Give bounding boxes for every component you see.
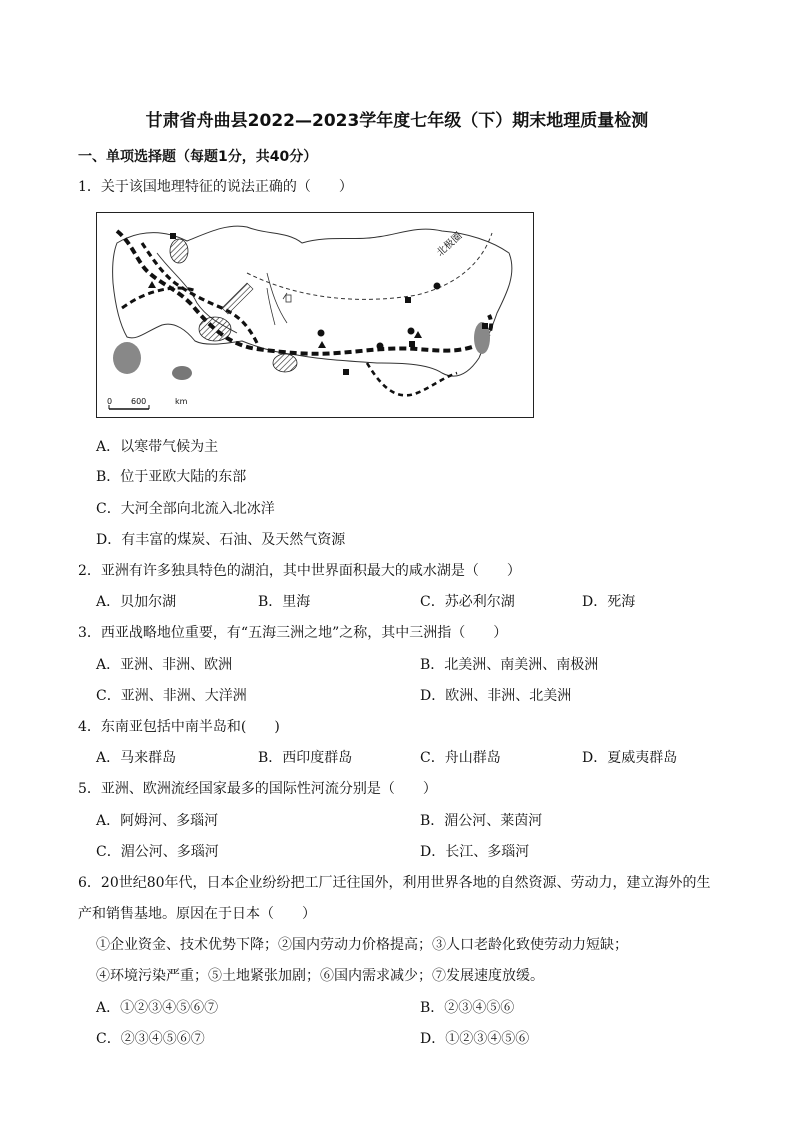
q3-option-d[interactable]: D．欧洲、非洲、北美洲 xyxy=(420,688,572,704)
q5-option-d[interactable]: D．长江、多瑙河 xyxy=(420,844,530,860)
arrow-hatch xyxy=(222,283,253,314)
coal-symbol-5 xyxy=(170,233,176,239)
q3-option-b[interactable]: B．北美洲、南美洲、南极洲 xyxy=(420,657,599,673)
gas-symbol-4 xyxy=(408,328,415,335)
oil-symbol-3 xyxy=(414,331,422,338)
q6-items-line-2: ④环境污染严重；⑤土地紧张加剧；⑥国内需求减少；⑦发展速度放缓。 xyxy=(96,968,544,984)
q5-option-a[interactable]: A．阿姆河、多瑙河 xyxy=(96,813,219,829)
page-title: 甘肃省舟曲县2022—2023学年度七年级（下）期末地理质量检测 xyxy=(145,111,649,131)
q2-option-c[interactable]: C．苏必利尔湖 xyxy=(420,594,515,610)
question-4-stem: 4．东南亚包括中南半岛和( ) xyxy=(78,719,280,735)
q1-option-b[interactable]: B．位于亚欧大陆的东部 xyxy=(96,469,247,485)
gas-symbol-3 xyxy=(377,343,384,350)
coal-symbol-4 xyxy=(482,323,488,329)
q1-option-d[interactable]: D．有丰富的煤炭、石油、及天然气资源 xyxy=(96,532,346,548)
coal-symbol-1 xyxy=(405,297,411,303)
q6-option-c[interactable]: C．②③④⑤⑥⑦ xyxy=(96,1031,205,1047)
russia-map xyxy=(96,212,534,418)
gas-symbol-1 xyxy=(434,283,441,290)
coal-symbol-3 xyxy=(409,341,415,347)
oil-symbol-1 xyxy=(148,281,156,288)
question-6-stem-cont: 产和销售基地。原因在于日本（ ） xyxy=(78,906,316,922)
map-graphic xyxy=(97,213,532,416)
industrial-region-1 xyxy=(170,239,188,263)
q6-option-a[interactable]: A．①②③④⑤⑥⑦ xyxy=(96,1000,219,1016)
section-title: 一、单项选择题（每题1分，共40分） xyxy=(78,149,318,165)
q2-option-d[interactable]: D．死海 xyxy=(582,594,636,610)
scale-unit: km xyxy=(175,397,188,406)
question-5-stem: 5．亚洲、欧洲流经国家最多的国际性河流分别是（ ） xyxy=(78,781,437,797)
scale-zero: 0 xyxy=(107,397,113,406)
question-3-stem: 3．西亚战略地位重要，有“五海三洲之地”之称，其中三洲指（ ） xyxy=(78,625,508,641)
question-2-stem: 2．亚洲有许多独具特色的湖泊，其中世界面积最大的咸水湖是（ ） xyxy=(78,563,521,579)
q4-option-c[interactable]: C．舟山群岛 xyxy=(420,750,501,766)
railway-branch-3 xyxy=(367,363,457,395)
city-marker xyxy=(286,295,291,302)
arctic-circle-label: 北极圈 xyxy=(434,230,465,259)
scale-value: 600 xyxy=(131,397,147,406)
q6-items-line-1: ①企业资金、技术优势下降；②国内劳动力价格提高；③人口老龄化致使劳动力短缺； xyxy=(96,937,628,953)
q5-option-c[interactable]: C．湄公河、多瑙河 xyxy=(96,844,219,860)
q1-option-a[interactable]: A．以寒带气候为主 xyxy=(96,439,219,455)
gas-symbol-2 xyxy=(318,330,325,337)
q1-option-c[interactable]: C．大河全部向北流入北冰洋 xyxy=(96,501,275,517)
question-6-stem: 6．20世纪80年代，日本企业纷纷把工厂迁往国外，利用世界各地的自然资源、劳动力，建立海外的生 xyxy=(78,875,711,891)
lake-1 xyxy=(172,366,192,380)
q6-option-d[interactable]: D．①②③④⑤⑥ xyxy=(420,1031,530,1047)
q4-option-b[interactable]: B．西印度群岛 xyxy=(258,750,353,766)
q5-option-b[interactable]: B．湄公河、莱茵河 xyxy=(420,813,543,829)
q2-option-b[interactable]: B．里海 xyxy=(258,594,311,610)
industrial-region-2 xyxy=(199,317,231,341)
q4-option-a[interactable]: A．马来群岛 xyxy=(96,750,177,766)
oil-symbol-2 xyxy=(318,341,326,348)
q3-option-c[interactable]: C．亚洲、非洲、大洋洲 xyxy=(96,688,247,704)
q2-option-a[interactable]: A．贝加尔湖 xyxy=(96,594,177,610)
q4-option-d[interactable]: D．夏威夷群岛 xyxy=(582,750,678,766)
q3-option-a[interactable]: A．亚洲、非洲、欧洲 xyxy=(96,657,233,673)
q6-option-b[interactable]: B．②③④⑤⑥ xyxy=(420,1000,515,1016)
industrial-region-3 xyxy=(273,354,297,372)
coal-symbol-2 xyxy=(343,369,349,375)
lake-2 xyxy=(113,342,141,374)
river-1 xyxy=(267,288,275,325)
question-1-stem: 1．关于该国地理特征的说法正确的（ ） xyxy=(78,179,353,195)
